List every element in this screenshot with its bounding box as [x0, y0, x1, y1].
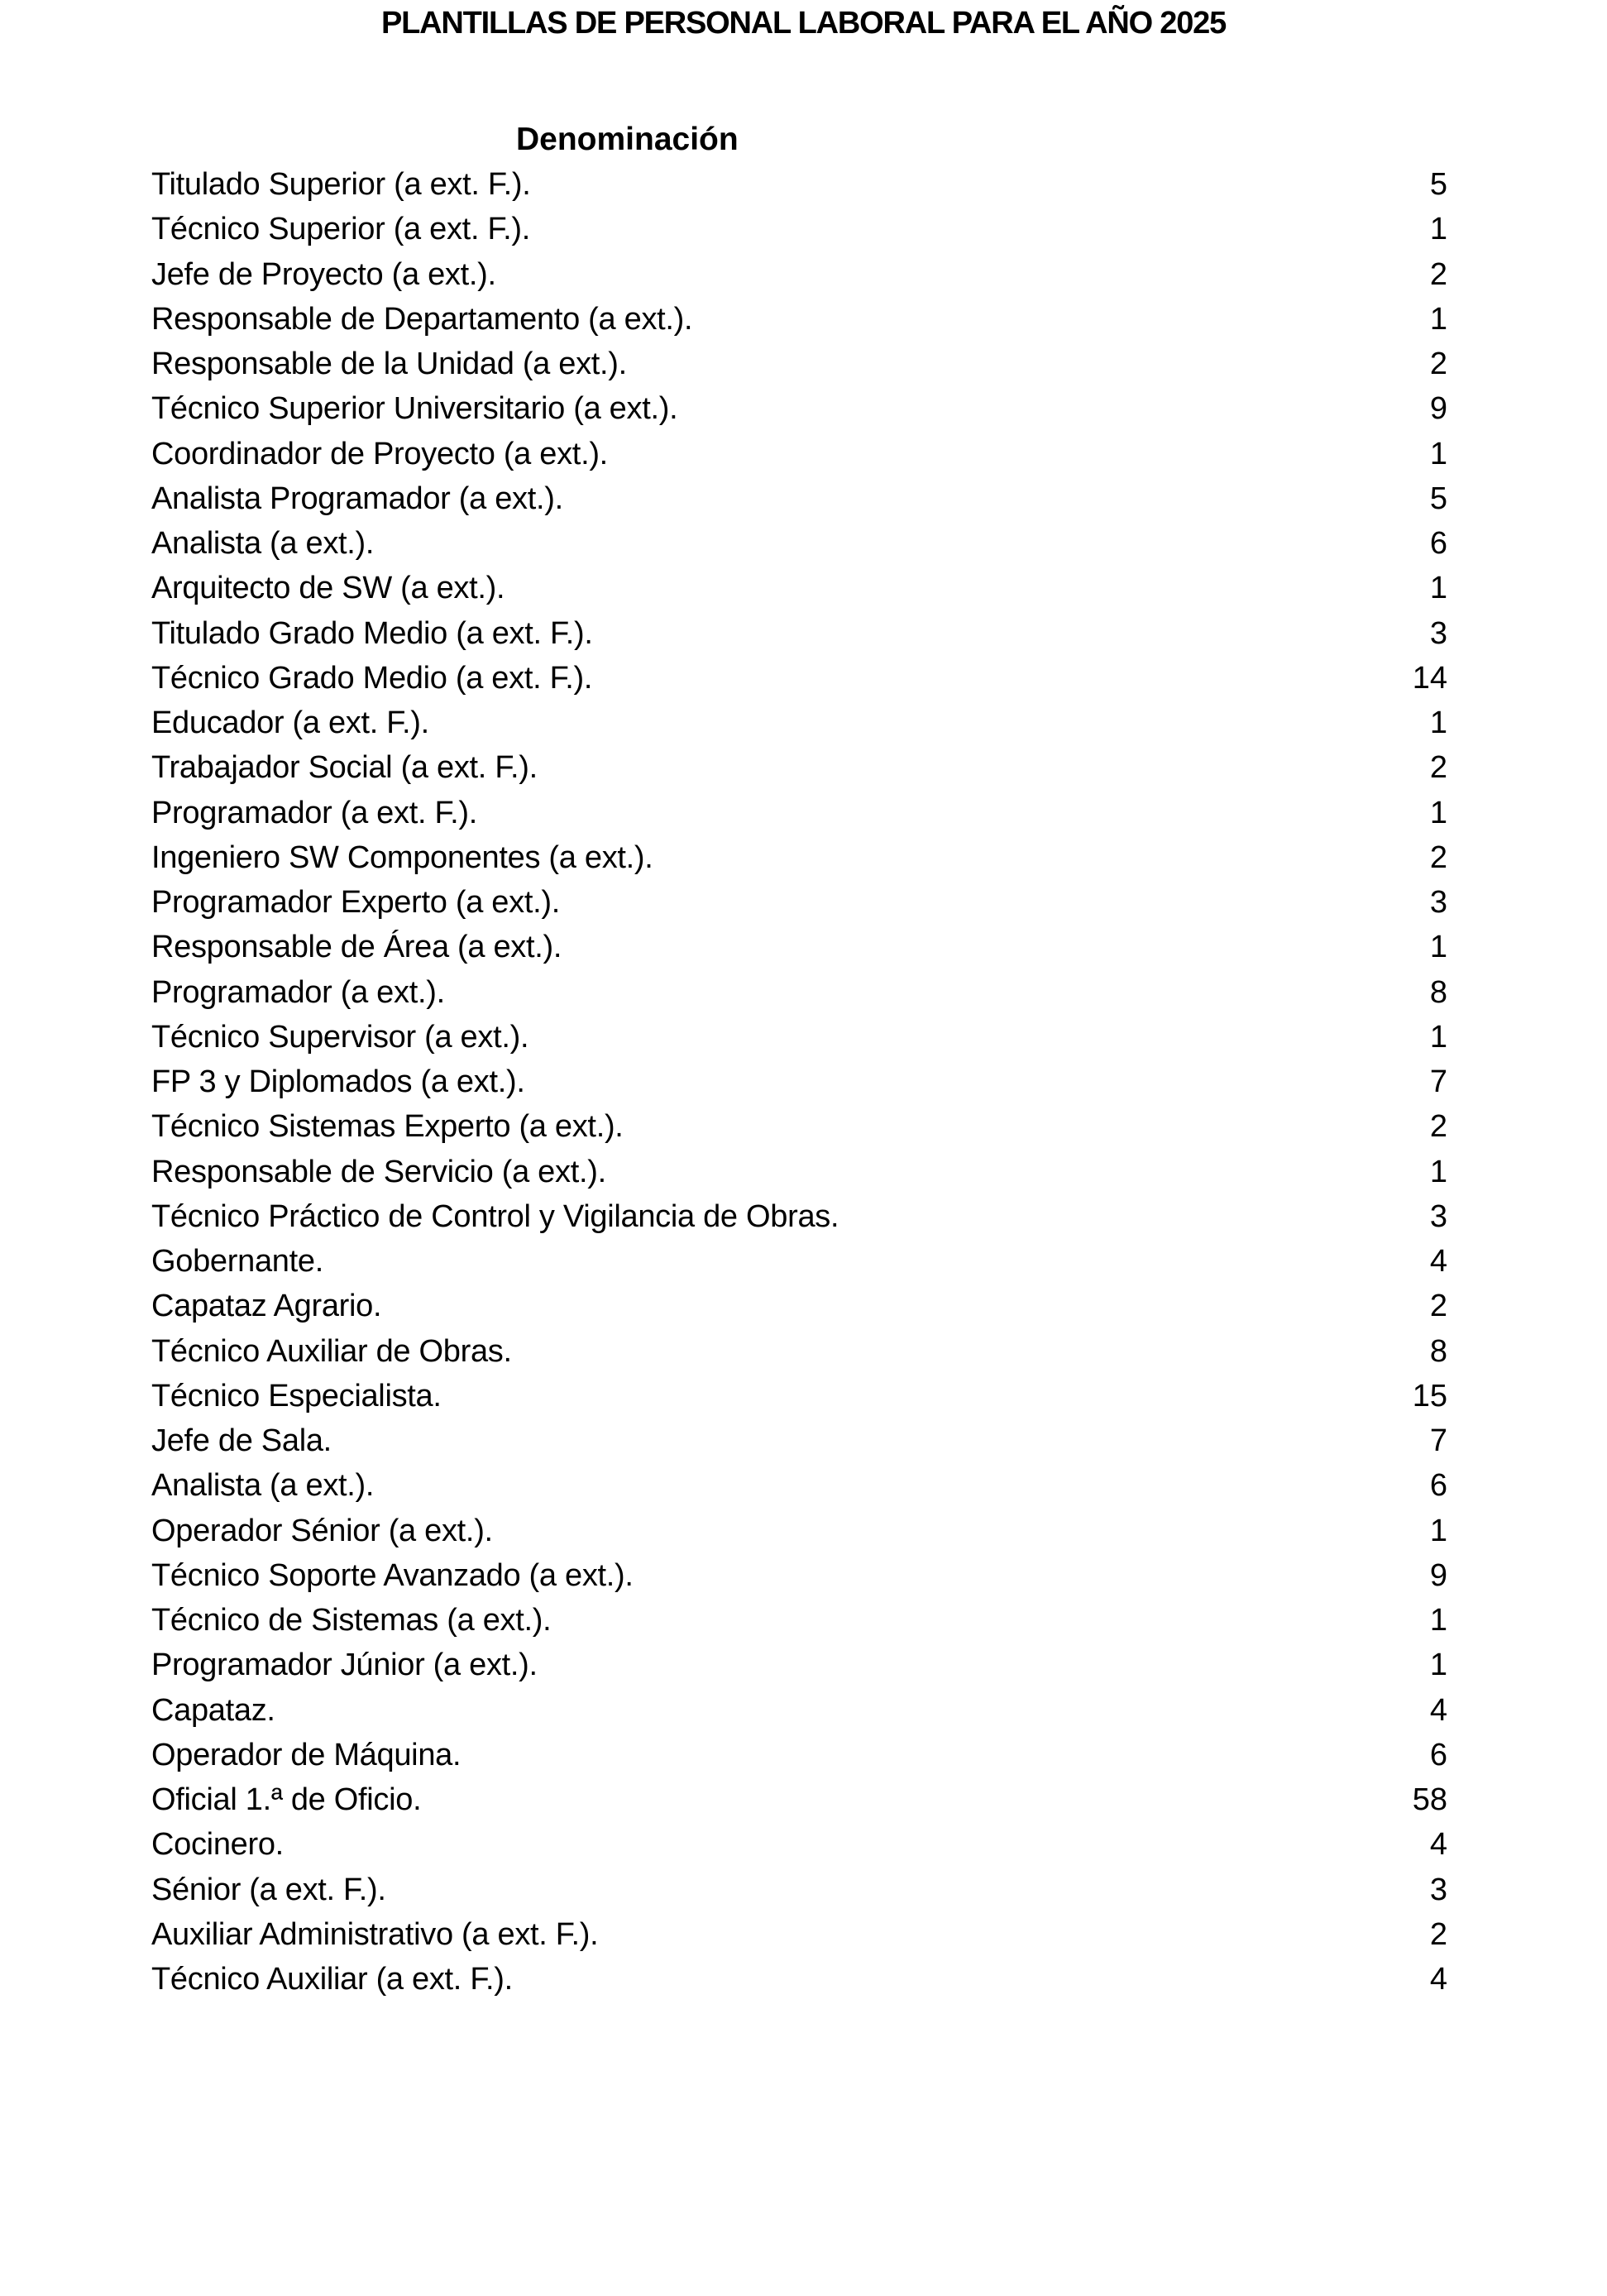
- row-count: 6: [1429, 1468, 1447, 1504]
- row-denominacion: Programador (a ext.).: [151, 974, 445, 1010]
- row-denominacion: Oficial 1.ª de Oficio.: [151, 1782, 422, 1818]
- row-count: 1: [1429, 301, 1447, 337]
- row-count: 58: [1412, 1782, 1447, 1818]
- table-row: [151, 1463, 1447, 1508]
- row-count: 2: [1429, 1289, 1447, 1324]
- row-denominacion: Jefe de Proyecto (a ext.).: [151, 256, 496, 292]
- row-count: 2: [1429, 347, 1447, 382]
- table-row: [151, 1643, 1447, 1687]
- table-row: [151, 1733, 1447, 1777]
- row-denominacion: Sénior (a ext. F.).: [151, 1872, 386, 1907]
- row-denominacion: Jefe de Sala.: [151, 1423, 332, 1459]
- document-title: PLANTILLAS DE PERSONAL LABORAL PARA EL AÑO 2025: [380, 6, 1227, 41]
- table-row: [151, 791, 1447, 835]
- table-row: [151, 611, 1447, 656]
- row-count: 6: [1429, 1737, 1447, 1772]
- row-denominacion: Responsable de Área (a ext.).: [151, 930, 562, 965]
- row-count: 3: [1429, 615, 1447, 651]
- row-denominacion: Gobernante.: [151, 1244, 323, 1280]
- row-denominacion: Trabajador Social (a ext. F.).: [151, 750, 538, 786]
- staff-table: [151, 162, 1447, 2002]
- row-count: 1: [1429, 212, 1447, 247]
- row-count: 1: [1429, 1513, 1447, 1548]
- row-denominacion: Técnico Grado Medio (a ext. F.).: [151, 660, 593, 696]
- row-denominacion: Operador Sénior (a ext.).: [151, 1513, 493, 1548]
- table-row: [151, 1150, 1447, 1194]
- row-count: 1: [1429, 571, 1447, 606]
- row-count: 1: [1429, 1019, 1447, 1055]
- table-row: [151, 1822, 1447, 1867]
- row-denominacion: Técnico Soporte Avanzado (a ext.).: [151, 1557, 634, 1593]
- row-count: 2: [1429, 750, 1447, 786]
- table-row: [151, 1957, 1447, 2002]
- row-count: 9: [1429, 391, 1447, 427]
- table-row: [151, 1688, 1447, 1733]
- row-count: 3: [1429, 1198, 1447, 1234]
- row-count: 1: [1429, 1154, 1447, 1189]
- table-row: [151, 252, 1447, 297]
- row-count: 4: [1429, 1962, 1447, 1997]
- row-denominacion: Arquitecto de SW (a ext.).: [151, 571, 505, 606]
- row-denominacion: Técnico Superior (a ext. F.).: [151, 212, 531, 247]
- row-count: 2: [1429, 839, 1447, 875]
- table-row: [151, 1553, 1447, 1598]
- table-row: [151, 1060, 1447, 1104]
- row-denominacion: Auxiliar Administrativo (a ext. F.).: [151, 1916, 599, 1952]
- row-denominacion: Ingeniero SW Componentes (a ext.).: [151, 839, 653, 875]
- table-row: [151, 342, 1447, 386]
- table-row: [151, 656, 1447, 701]
- row-count: 3: [1429, 1872, 1447, 1907]
- row-count: 1: [1429, 436, 1447, 471]
- row-count: 3: [1429, 885, 1447, 921]
- row-denominacion: Técnico de Sistemas (a ext.).: [151, 1603, 552, 1638]
- row-count: 2: [1429, 256, 1447, 292]
- row-count: 4: [1429, 1827, 1447, 1863]
- row-denominacion: Responsable de la Unidad (a ext.).: [151, 347, 627, 382]
- table-row: [151, 207, 1447, 251]
- table-row: [151, 701, 1447, 745]
- row-denominacion: Capataz Agrario.: [151, 1289, 382, 1324]
- row-denominacion: Técnico Auxiliar de Obras.: [151, 1333, 512, 1369]
- table-row: [151, 432, 1447, 476]
- table-row: [151, 1912, 1447, 1957]
- row-denominacion: Analista (a ext.).: [151, 1468, 375, 1504]
- row-count: 5: [1429, 167, 1447, 203]
- row-denominacion: Programador Júnior (a ext.).: [151, 1648, 538, 1683]
- row-count: 15: [1412, 1378, 1447, 1413]
- table-row: [151, 1374, 1447, 1418]
- table-row: [151, 1284, 1447, 1328]
- table-row: [151, 1104, 1447, 1149]
- row-count: 2: [1429, 1109, 1447, 1145]
- row-count: 1: [1429, 795, 1447, 830]
- table-row: [151, 1777, 1447, 1822]
- table-row: [151, 1329, 1447, 1374]
- row-count: 1: [1429, 706, 1447, 741]
- row-denominacion: Titulado Grado Medio (a ext. F.).: [151, 615, 593, 651]
- table-row: [151, 1868, 1447, 1912]
- table-row: [151, 970, 1447, 1015]
- table-row: [151, 1509, 1447, 1553]
- table-row: [151, 162, 1447, 207]
- table-row: [151, 521, 1447, 566]
- table-row: [151, 835, 1447, 880]
- row-count: 9: [1429, 1557, 1447, 1593]
- row-count: 6: [1429, 526, 1447, 562]
- row-denominacion: FP 3 y Diplomados (a ext.).: [151, 1064, 525, 1100]
- table-row: [151, 297, 1447, 342]
- row-denominacion: Técnico Superior Universitario (a ext.).: [151, 391, 678, 427]
- table-row: [151, 476, 1447, 521]
- row-denominacion: Técnico Especialista.: [151, 1378, 442, 1413]
- table-row: [151, 1194, 1447, 1239]
- row-denominacion: Analista Programador (a ext.).: [151, 481, 563, 516]
- row-denominacion: Operador de Máquina.: [151, 1737, 462, 1772]
- row-count: 5: [1429, 481, 1447, 516]
- row-denominacion: Técnico Práctico de Control y Vigilancia de Obras.: [151, 1198, 839, 1234]
- row-denominacion: Técnico Sistemas Experto (a ext.).: [151, 1109, 624, 1145]
- row-denominacion: Técnico Supervisor (a ext.).: [151, 1019, 529, 1055]
- table-row: [151, 880, 1447, 925]
- row-count: 4: [1429, 1692, 1447, 1728]
- table-row: [151, 566, 1447, 610]
- row-count: 8: [1429, 1333, 1447, 1369]
- row-denominacion: Técnico Auxiliar (a ext. F.).: [151, 1962, 513, 1997]
- row-count: 1: [1429, 930, 1447, 965]
- row-count: 8: [1429, 974, 1447, 1010]
- table-row: [151, 1239, 1447, 1284]
- row-count: 4: [1429, 1244, 1447, 1280]
- row-count: 7: [1429, 1064, 1447, 1100]
- row-count: 14: [1412, 660, 1447, 696]
- row-denominacion: Programador Experto (a ext.).: [151, 885, 560, 921]
- row-count: 1: [1429, 1648, 1447, 1683]
- row-count: 1: [1429, 1603, 1447, 1638]
- table-row: [151, 386, 1447, 431]
- row-denominacion: Analista (a ext.).: [151, 526, 375, 562]
- table-row: [151, 925, 1447, 969]
- table-row: [151, 1015, 1447, 1060]
- row-denominacion: Capataz.: [151, 1692, 275, 1728]
- row-denominacion: Responsable de Departamento (a ext.).: [151, 301, 693, 337]
- row-denominacion: Educador (a ext. F.).: [151, 706, 429, 741]
- row-denominacion: Coordinador de Proyecto (a ext.).: [151, 436, 608, 471]
- row-denominacion: Responsable de Servicio (a ext.).: [151, 1154, 606, 1189]
- row-denominacion: Programador (a ext. F.).: [151, 795, 478, 830]
- column-header-denominacion: Denominación: [516, 122, 739, 157]
- row-denominacion: Titulado Superior (a ext. F.).: [151, 167, 531, 203]
- row-count: 2: [1429, 1916, 1447, 1952]
- table-row: [151, 745, 1447, 790]
- row-count: 7: [1429, 1423, 1447, 1459]
- row-denominacion: Cocinero.: [151, 1827, 284, 1863]
- table-row: [151, 1418, 1447, 1463]
- table-row: [151, 1598, 1447, 1643]
